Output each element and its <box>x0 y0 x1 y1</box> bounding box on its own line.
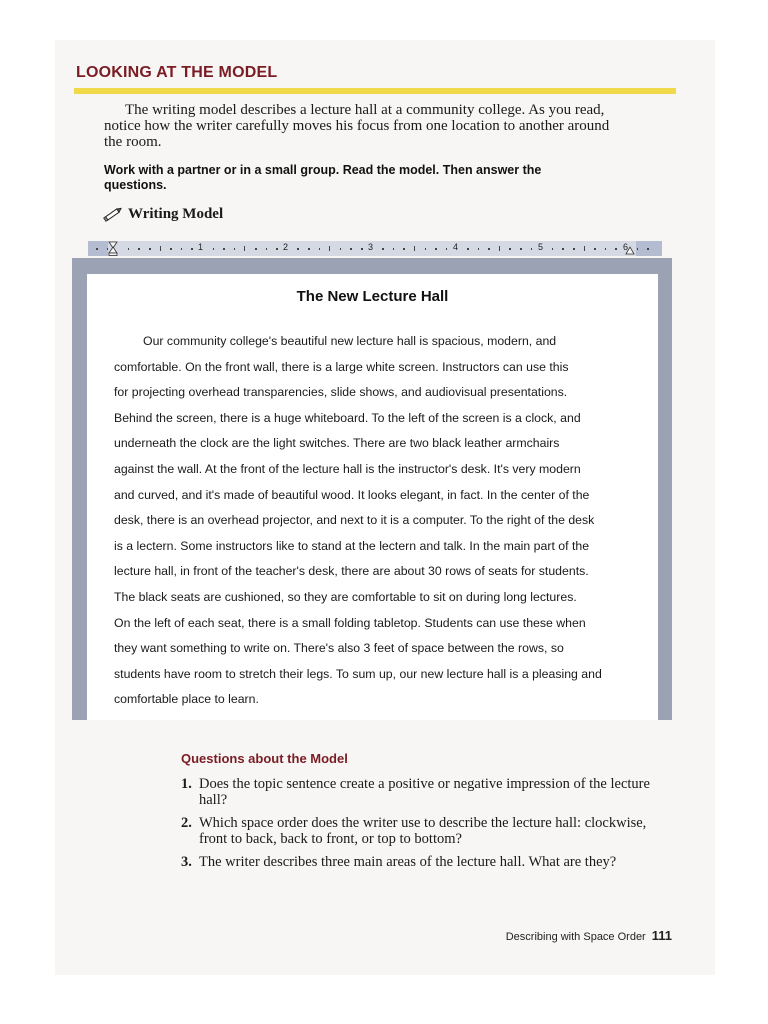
questions-list <box>181 776 661 877</box>
ruler-dot <box>647 248 649 250</box>
ruler-dot <box>425 248 427 250</box>
ruler-dot <box>350 248 352 250</box>
ruler-dot <box>446 248 448 250</box>
instructions-text: Work with a partner or in a small group. Read the model. Then answer the questions. <box>104 163 542 192</box>
question-number: 3. <box>181 854 192 870</box>
document-line: On the left of each seat, there is a small folding tabletop. Students can use these when <box>114 615 586 630</box>
page-number: 111 <box>651 928 672 943</box>
ruler-dot <box>191 248 193 250</box>
ruler-dot <box>213 248 215 250</box>
title-underline-bar <box>74 88 676 94</box>
ruler-dot <box>467 248 469 250</box>
ruler-dot <box>403 248 405 250</box>
ruler-dot <box>573 248 575 250</box>
question-item <box>181 776 661 808</box>
document-line: Behind the screen, there is a huge whiteboard. To the left of the screen is a clock, and <box>114 410 581 425</box>
document-ruler <box>88 241 662 256</box>
ruler-dot <box>128 248 130 250</box>
ruler-dot <box>478 248 480 250</box>
ruler-right-margin <box>636 241 662 256</box>
document-line: comfortable. On the front wall, there is a large white screen. Instructors can use this <box>114 359 569 374</box>
ruler-tick <box>160 246 161 251</box>
document-page <box>87 274 658 720</box>
ruler-dot <box>531 248 533 250</box>
document-line: against the wall. At the front of the lecture hall is the instructor's desk. It's very modern <box>114 461 581 476</box>
ruler-dot <box>615 248 617 250</box>
document-line: The black seats are cushioned, so they are comfortable to sit on during long lectures. <box>114 589 577 604</box>
first-line-indent-icon <box>108 241 118 256</box>
question-text: The writer describes three main areas of the lecture hall. What are they? <box>199 854 617 870</box>
ruler-dot <box>605 248 607 250</box>
ruler-dot <box>435 248 437 250</box>
ruler-dot <box>520 248 522 250</box>
document-line: for projecting overhead transparencies, slide shows, and audiovisual presentations. <box>114 385 568 400</box>
ruler-dot <box>488 248 490 250</box>
ruler-number: 5 <box>538 242 544 252</box>
question-text: Does the topic sentence create a positive or negative impression of the lecture hall? <box>199 776 650 808</box>
ruler-dot <box>107 248 109 250</box>
ruler-tick <box>499 246 500 251</box>
document-line: Our community college's beautiful new lecture hall is spacious, modern, and <box>143 334 557 348</box>
document-line: is a lectern. Some instructors like to stand at the lectern and talk. In the main part of the <box>114 538 590 553</box>
section-title: LOOKING AT THE MODEL <box>76 64 278 81</box>
ruler-dot <box>223 248 225 250</box>
ruler-dot <box>181 248 183 250</box>
ruler-tick <box>584 246 585 251</box>
ruler-dot <box>382 248 384 250</box>
ruler-dot <box>308 248 310 250</box>
ruler-number: 1 <box>198 242 204 252</box>
document-line: they want something to write on. There's also 3 feet of space between the rows, so <box>114 641 564 656</box>
intro-paragraph: The writing model describes a lecture hall at a community college. As you read, notice how the writer carefully moves his focus from one location to another around the room. <box>104 102 610 150</box>
ruler-left-margin <box>88 241 108 256</box>
writing-model-label: Writing Model <box>128 205 224 222</box>
questions-title: Questions about the Model <box>181 751 348 766</box>
ruler-dot <box>562 248 564 250</box>
writing-model-heading <box>102 204 223 224</box>
ruler-dot <box>276 248 278 250</box>
document-line: lecture hall, in front of the teacher's desk, there are about 30 rows of seats for students. <box>114 564 589 579</box>
ruler-number: 2 <box>283 242 289 252</box>
chapter-title: Describing with Space Order <box>505 931 646 943</box>
question-text: Which space order does the writer use to describe the lecture hall: clockwise, front to back, back to front, or top to bottom? <box>199 815 647 847</box>
ruler-dot <box>594 248 596 250</box>
document-line: desk, there is an overhead projector, and next to it is a computer. To the right of the desk <box>114 513 595 528</box>
document-title: The New Lecture Hall <box>296 288 449 305</box>
ruler-tick <box>244 246 245 251</box>
document-line: and curved, and it's made of beautiful wood. It looks elegant, in fact. In the center of the <box>114 487 590 502</box>
page-footer <box>506 928 672 943</box>
question-item <box>181 815 661 847</box>
ruler-tick <box>414 246 415 251</box>
ruler-number: 3 <box>368 242 374 252</box>
document-body <box>114 329 644 713</box>
ruler-dot <box>552 248 554 250</box>
ruler-dot <box>340 248 342 250</box>
question-number: 1. <box>181 776 192 792</box>
document-line: comfortable place to learn. <box>114 692 259 707</box>
ruler-dot <box>637 248 639 250</box>
ruler-dot <box>96 248 98 250</box>
pencil-icon <box>102 205 124 223</box>
document-line: underneath the clock are the light switches. There are two black leather armchairs <box>114 436 560 451</box>
ruler-dot <box>297 248 299 250</box>
ruler-dot <box>319 248 321 250</box>
question-number: 2. <box>181 815 192 831</box>
ruler-number: 4 <box>453 242 459 252</box>
ruler-number: 6 <box>623 242 629 252</box>
ruler-dot <box>255 248 257 250</box>
ruler-dot <box>393 248 395 250</box>
document-line: students have room to stretch their legs. To sum up, our new lecture hall is a pleasing and <box>114 666 602 681</box>
ruler-dot <box>170 248 172 250</box>
ruler-dot <box>361 248 363 250</box>
ruler-tick <box>329 246 330 251</box>
question-item <box>181 854 661 870</box>
ruler-dot <box>149 248 151 250</box>
ruler-dot <box>266 248 268 250</box>
ruler-dot <box>138 248 140 250</box>
ruler-dot <box>509 248 511 250</box>
ruler-dot <box>234 248 236 250</box>
